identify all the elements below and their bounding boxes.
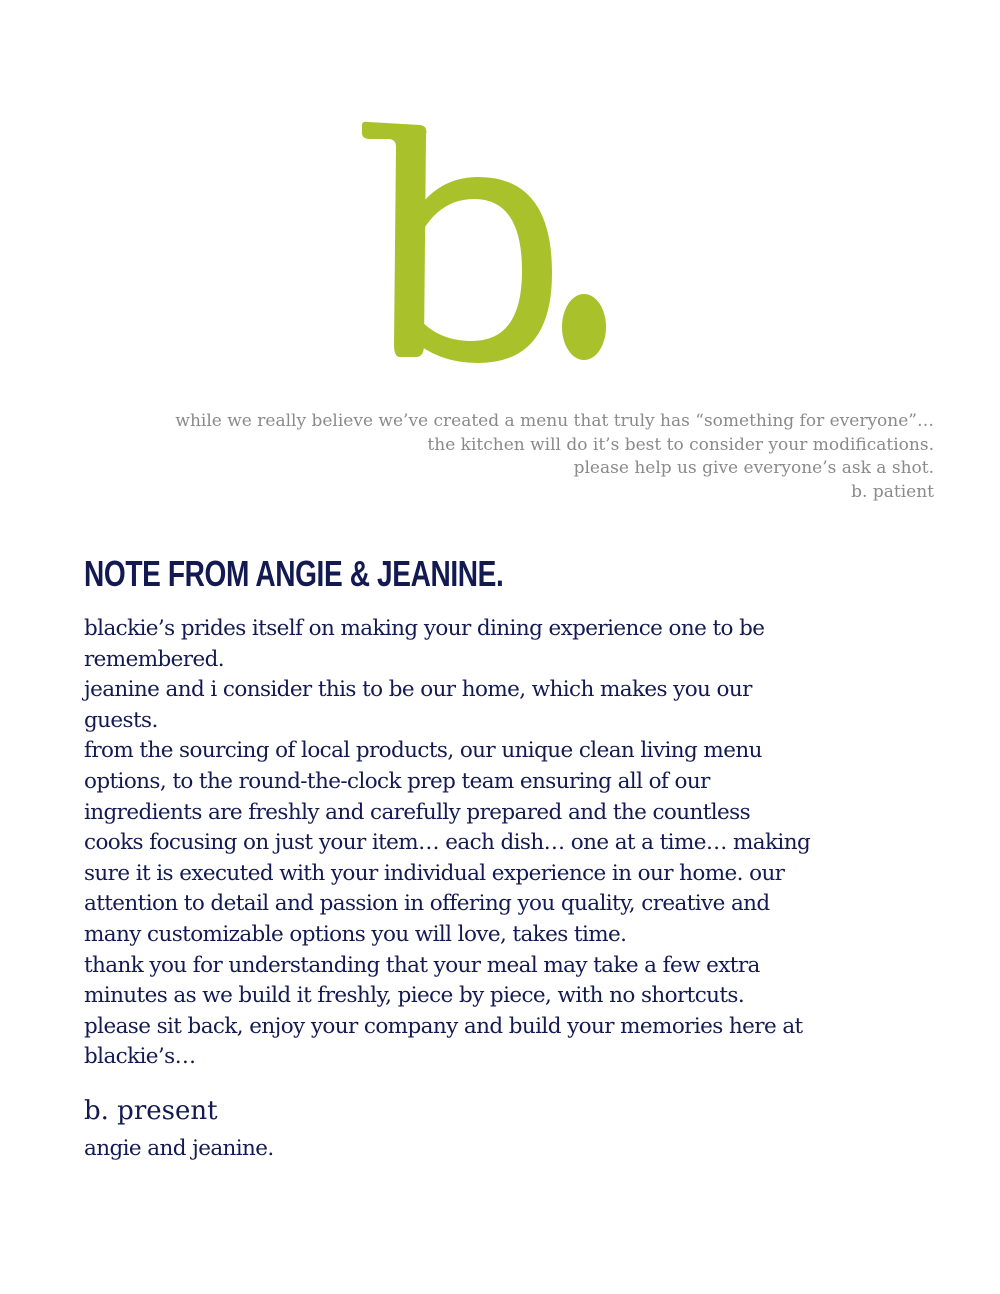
intro-note	[54, 410, 934, 504]
intro-line: please help us give everyone’s ask a shot.	[573, 458, 934, 478]
intro-line: b. patient	[851, 481, 934, 502]
b-logo-mark	[0, 95, 1000, 385]
note-line: please sit back, enjoy your company and build your memories here at	[84, 1013, 803, 1039]
intro-line: while we really believe we’ve created a menu that truly has “something for everyone”…	[175, 411, 934, 431]
note-body	[84, 614, 934, 1073]
note-line: cooks focusing on just your item… each dish… one at a time… making	[84, 830, 811, 856]
note-line: thank you for understanding that your meal may take a few extra	[84, 952, 760, 978]
note-title: NOTE FROM ANGIE & JEANINE.	[84, 553, 504, 594]
note-line: jeanine and i consider this to be our home, which makes you our	[84, 677, 752, 703]
signature-heading: b. present	[84, 1096, 218, 1126]
note-line: sure it is executed with your individual experience in our home. our	[84, 860, 785, 886]
note-line: options, to the round-the-clock prep team ensuring all of our	[84, 768, 710, 794]
note-line: attention to detail and passion in offering you quality, creative and	[84, 891, 770, 917]
signature-names: angie and jeanine.	[84, 1136, 274, 1161]
note-line: blackie’s prides itself on making your dining experience one to be	[84, 616, 765, 641]
note-line: remembered.	[84, 646, 224, 672]
note-line: ingredients are freshly and carefully prepared and the countless	[84, 799, 751, 825]
note-line: blackie’s…	[84, 1044, 196, 1070]
logo	[0, 95, 1000, 385]
note-line: from the sourcing of local products, our unique clean living menu	[84, 738, 762, 764]
note-line: guests.	[84, 707, 158, 733]
note-line: minutes as we build it freshly, piece by piece, with no shortcuts.	[84, 983, 745, 1009]
intro-line: the kitchen will do it’s best to consider your modifications.	[427, 434, 934, 455]
note-line: many customizable options you will love, takes time.	[84, 921, 627, 947]
